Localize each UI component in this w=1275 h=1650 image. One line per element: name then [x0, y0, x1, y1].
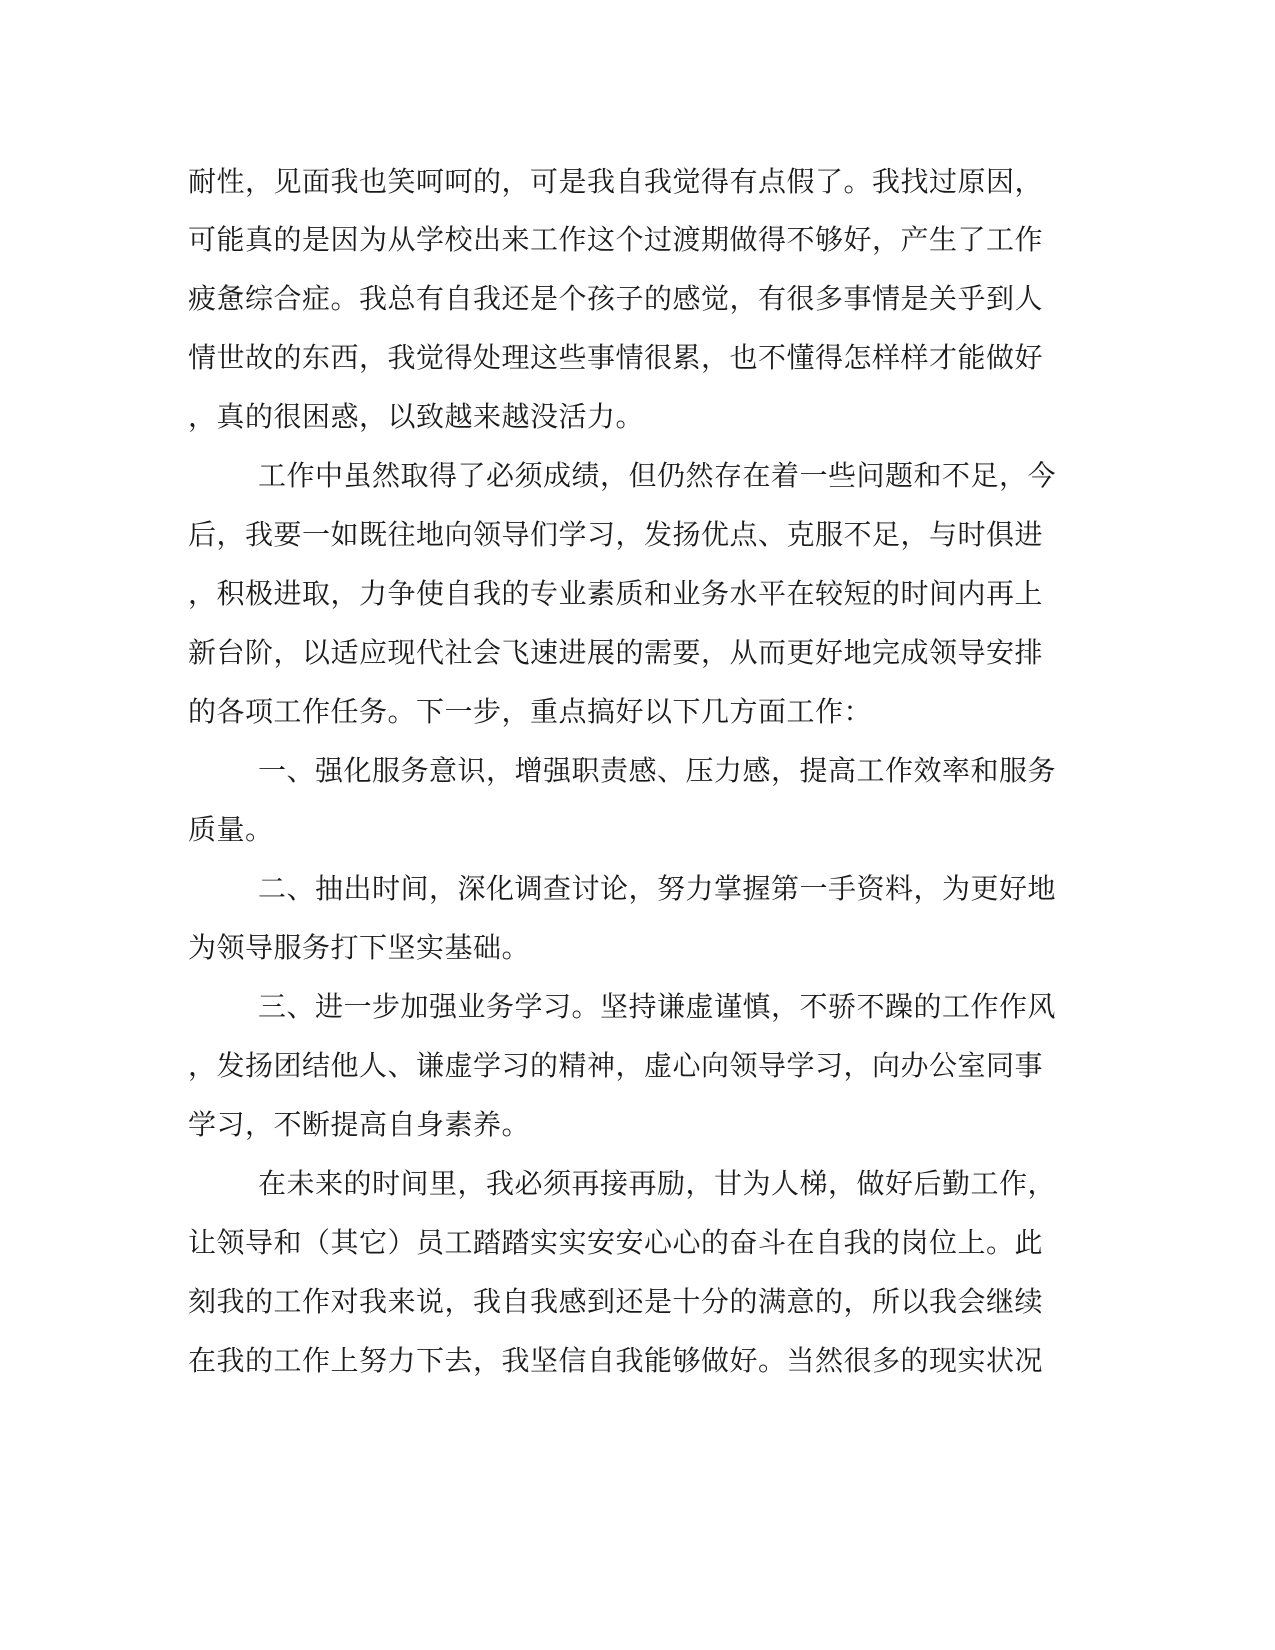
text-line: 让领导和（其它）员工踏踏实实安安心心的奋斗在自我的岗位上。此	[188, 1226, 1044, 1259]
text-line: 后，我要一如既往地向领导们学习，发扬优点、克服不足，与时俱进	[188, 518, 1044, 551]
text-line: 在我的工作上努力下去，我坚信自我能够做好。当然很多的现实状况	[188, 1344, 1044, 1377]
text-line: 学习，不断提高自身素养。	[188, 1108, 531, 1141]
paragraph-first-line: 工作中虽然取得了必须成绩，但仍然存在着一些问题和不足，今	[258, 459, 1057, 492]
text-line: 为领导服务打下坚实基础。	[188, 931, 531, 964]
paragraph-first-line: 在未来的时间里，我必须再接再励，甘为人梯，做好后勤工作，	[258, 1167, 1057, 1200]
text-line: 疲惫综合症。我总有自我还是个孩子的感觉，有很多事情是关乎到人	[188, 282, 1044, 315]
text-line: 质量。	[188, 813, 274, 846]
text-line: 情世故的东西，我觉得处理这些事情很累，也不懂得怎样样才能做好	[188, 341, 1044, 374]
list-item-2: 二、抽出时间，深化调查讨论，努力掌握第一手资料，为更好地	[258, 872, 1057, 905]
text-line: 新台阶，以适应现代社会飞速进展的需要，从而更好地完成领导安排	[188, 636, 1044, 669]
text-line: 刻我的工作对我来说，我自我感到还是十分的满意的，所以我会继续	[188, 1285, 1044, 1318]
text-line: ，积极进取，力争使自我的专业素质和业务水平在较短的时间内再上	[188, 577, 1044, 610]
text-line: ，发扬团结他人、谦虚学习的精神，虚心向领导学习，向办公室同事	[188, 1049, 1044, 1082]
list-item-3: 三、进一步加强业务学习。坚持谦虚谨慎，不骄不躁的工作作风	[258, 990, 1057, 1023]
text-line: 耐性，见面我也笑呵呵的，可是我自我觉得有点假了。我找过原因，	[188, 165, 1044, 198]
text-line: 的各项工作任务。下一步，重点搞好以下几方面工作：	[188, 695, 873, 728]
text-line: 可能真的是因为从学校出来工作这个过渡期做得不够好，产生了工作	[188, 223, 1044, 256]
list-item-1: 一、强化服务意识，增强职责感、压力感，提高工作效率和服务	[258, 754, 1057, 787]
text-line: ，真的很困惑，以致越来越没活力。	[188, 400, 645, 433]
